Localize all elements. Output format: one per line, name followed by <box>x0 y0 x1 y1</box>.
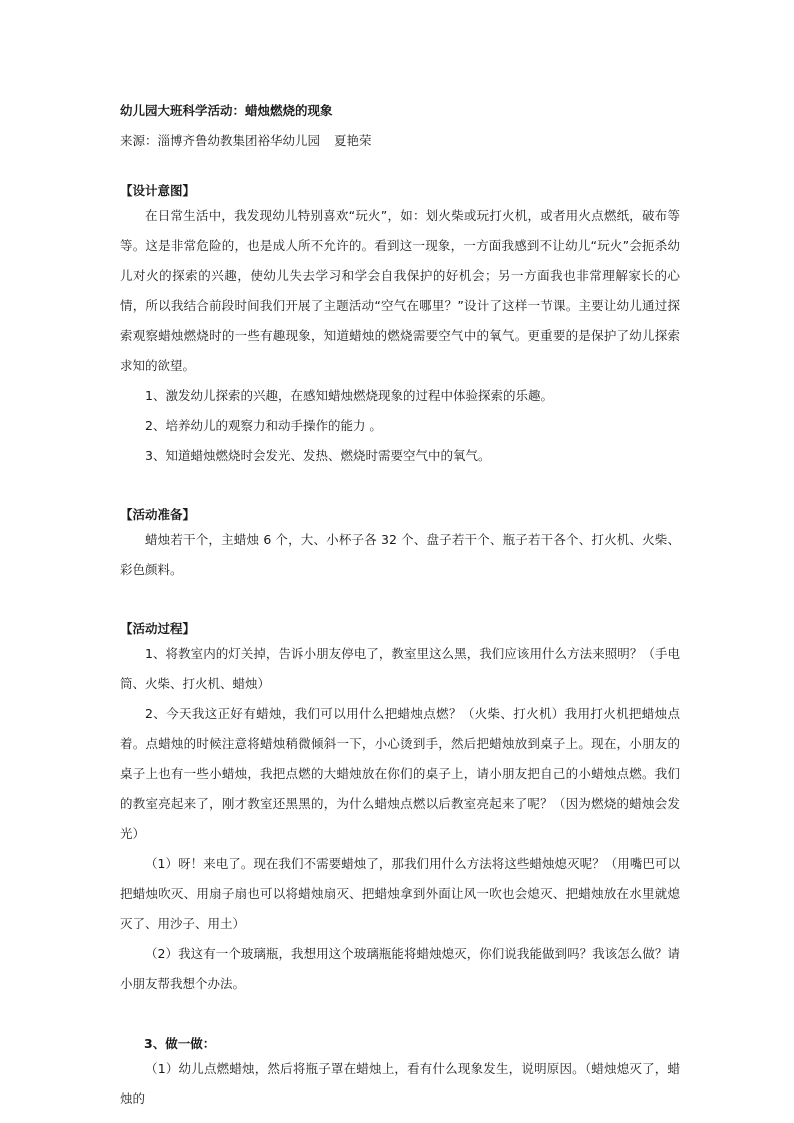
process-paragraph: 1、将教室内的灯关掉，告诉小朋友停电了，教室里这么黑，我们应该用什么方法来照明？（手电筒、火柴、打火机、蜡烛） <box>120 646 680 691</box>
goal-item: 3、知道蜡烛燃烧时会发光、发热、燃烧时需要空气中的氧气。 <box>145 448 491 463</box>
goal-item: 1、激发幼儿探索的兴趣，在感知蜡烛燃烧现象的过程中体验探索的乐趣。 <box>145 388 553 403</box>
source-line <box>120 131 680 151</box>
document-title: 幼儿园大班科学活动：蜡烛燃烧的现象 <box>120 103 333 118</box>
process-paragraph: （2）我这有一个玻璃瓶，我想用这个玻璃瓶能将蜡烛熄灭，你们说我能做到吗？我该怎么做？请小朋友帮我想个办法。 <box>120 946 680 991</box>
process-paragraph: （1）呀！来电了。现在我们不需要蜡烛了，那我们用什么方法将这些蜡烛熄灭呢？（用嘴巴可以把蜡烛吹灭、用扇子扇也可以将蜡烛扇灭、把蜡烛拿到外面让风一吹也会熄灭、把蜡烛放在水里就熄灭了、用沙子、用土） <box>120 856 680 931</box>
prep-paragraph: 蜡烛若干个，主蜡烛 6 个，大、小杯子各 32 个、盘子若干个、瓶子若干各个、打火机、火柴、彩色颜料。 <box>120 532 680 577</box>
section-heading-prep: 【活动准备】 <box>120 507 196 522</box>
section-heading-doit: 3、做一做： <box>144 1036 216 1051</box>
design-paragraph: 在日常生活中，我发现幼儿特别喜欢“玩火”，如：划火柴或玩打火机，或者用火点燃纸，破布等等。这是非常危险的，也是成人所不允许的。看到这一现象，一方面我感到不让幼儿“玩火”会扼杀幼儿对火的探索的兴趣，使幼儿失去学习和学会自我保护的好机会；另一方面我也非常理解家长的心情，所以我结合前段时间我们开展了主题活动“空气在哪里？”设计了这样一节课。主要让幼儿通过探索观察蜡烛燃烧时的一些有趣现象，知道蜡烛的燃烧需要空气中的氧气。更重要的是保护了幼儿探索求知的欲望。 <box>120 208 680 373</box>
goal-item: 2、培养幼儿的观察力和动手操作的能力 。 <box>145 418 382 433</box>
doit-paragraph: （1）幼儿点燃蜡烛，然后将瓶子罩在蜡烛上，看有什么现象发生，说明原因。（蜡烛熄灭了，蜡烛的 <box>120 1061 680 1106</box>
section-heading-process: 【活动过程】 <box>120 621 196 636</box>
source-label: 来源：淄博齐鲁幼教集团裕华幼儿园 <box>120 133 321 148</box>
document-body <box>120 101 680 1114</box>
process-paragraph: 2、今天我这正好有蜡烛，我们可以用什么把蜡烛点燃？（火柴、打火机）我用打火机把蜡烛点着。点蜡烛的时候注意将蜡烛稍微倾斜一下，小心烫到手，然后把蜡烛放到桌子上。现在，小朋友的桌子上也有一些小蜡烛，我把点燃的大蜡烛放在你们的桌子上，请小朋友把自己的小蜡烛点燃。我们的教室亮起来了，刚才教室还黑黑的，为什么蜡烛点燃以后教室亮起来了呢？（因为燃烧的蜡烛会发光） <box>120 706 680 841</box>
section-heading-design: 【设计意图】 <box>120 183 196 198</box>
source-author: 夏艳荣 <box>334 133 372 148</box>
